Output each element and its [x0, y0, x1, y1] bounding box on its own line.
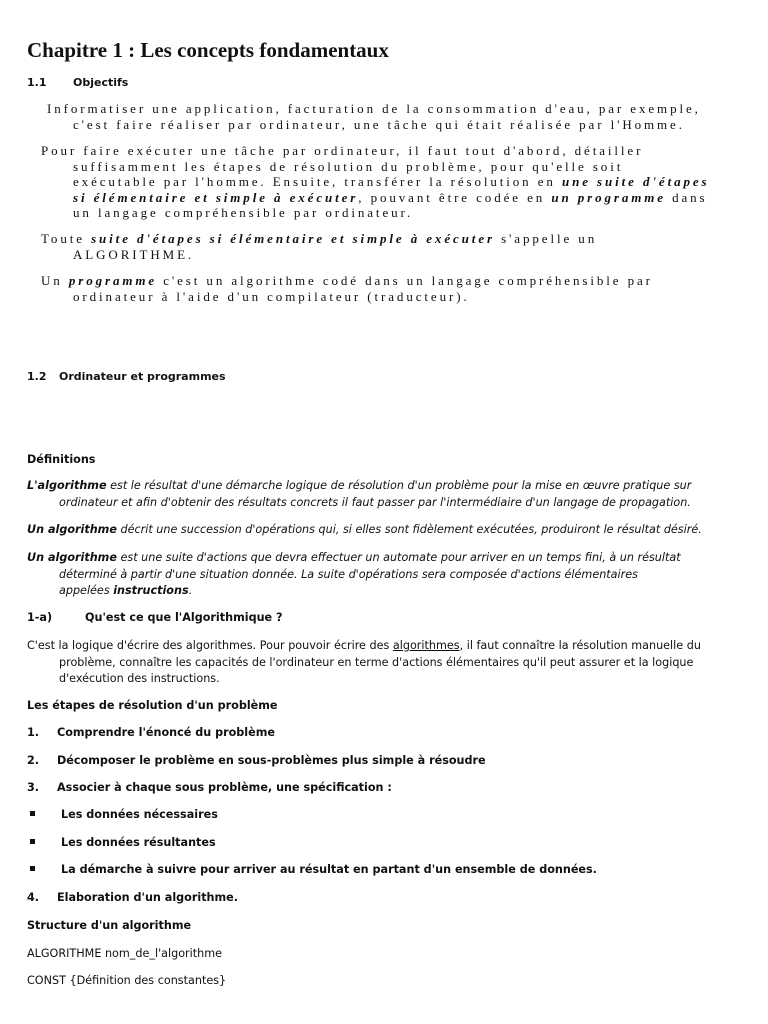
paragraph-line: ordinateur à l'aide d'un compilateur (traducteur).	[73, 288, 470, 304]
step-text: Comprendre l'énoncé du problème	[57, 726, 275, 739]
text-run: est une suite d'actions que devra effectuer un automate pour arriver en un temps fini, à un résultat	[116, 551, 681, 564]
step-number: 2.	[27, 754, 40, 767]
step-number: 4.	[27, 891, 40, 904]
chapter-title: Chapitre 1 : Les concepts fondamentaux	[27, 38, 389, 62]
step-number: 1.	[27, 726, 40, 739]
section-title: Objectifs	[73, 76, 129, 89]
emphasis-text: un programme	[551, 189, 666, 205]
step-text: Elaboration d'un algorithme.	[57, 891, 239, 904]
defined-term: L'algorithme	[27, 479, 107, 492]
structure-line: ALGORITHME nom_de_l'algorithme	[27, 947, 223, 960]
paragraph-line	[27, 583, 681, 600]
paragraph-line: ordinateur et afin d'obtenir des résultats concrets il faut passer par l'intermédiaire d'un langage de propagation.	[59, 495, 691, 509]
text-run: s'appelle un	[494, 231, 598, 246]
step-text: Décomposer le problème en sous-problèmes plus simple à résoudre	[57, 754, 486, 767]
paragraph-line: Pour faire exécuter une tâche par ordinateur, il faut tout d'abord, détailler	[41, 143, 644, 158]
definition-1	[27, 478, 691, 511]
section-number: 1.1	[27, 76, 47, 89]
structure-line: CONST {Définition des constantes}	[27, 974, 227, 987]
bullet-text: La démarche à suivre pour arriver au résultat en partant d'un ensemble de données.	[61, 863, 597, 876]
section-heading-ordinateur	[27, 370, 226, 383]
step-item	[27, 754, 486, 767]
paragraph-line	[41, 273, 653, 289]
paragraph-line	[41, 190, 710, 206]
bullet-text: Les données nécessaires	[61, 808, 218, 821]
text-run: est le résultat d'une démarche logique de résolution d'un problème pour la mise en œuvre pratique sur	[106, 479, 692, 492]
algorithmique-paragraph	[27, 638, 701, 688]
bullet-item	[30, 836, 216, 849]
emphasis-text: programme	[68, 273, 158, 288]
text-run: Toute	[41, 231, 92, 246]
text-run: appelées	[59, 584, 114, 597]
definition-3	[27, 550, 681, 600]
text-run: , pouvant être codée en	[358, 189, 552, 205]
definitions-heading: Définitions	[27, 453, 96, 466]
definition-2	[27, 522, 702, 539]
text-run: C'est la logique d'écrire des algorithmes. Pour pouvoir écrire des	[27, 639, 393, 652]
paragraph-line: problème, connaître les capacités de l'ordinateur en terme d'actions élémentaires qu'il peut assurer et la logique	[59, 655, 694, 669]
objectives-paragraph-4	[41, 273, 653, 304]
paragraph-line	[27, 522, 702, 539]
text-run: , il faut connaître la résolution manuelle du	[459, 639, 701, 652]
bullet-square-icon	[30, 811, 35, 816]
bullet-item	[30, 808, 218, 821]
step-item	[27, 891, 238, 904]
section-number: 1.2	[27, 370, 47, 383]
subsection-title: Qu'est ce que l'Algorithmique ?	[85, 611, 283, 624]
paragraph-line: ALGORITHME.	[73, 246, 195, 262]
paragraph-line: suffisamment les étapes de résolution du problème, pour qu'elle soit	[73, 158, 624, 174]
paragraph-line	[27, 638, 701, 655]
paragraph-line	[27, 478, 691, 495]
steps-heading: Les étapes de résolution d'un problème	[27, 699, 278, 712]
subsection-number: 1-a)	[27, 611, 53, 624]
section-title: Ordinateur et programmes	[59, 370, 226, 383]
underlined-term: algorithmes	[392, 639, 460, 652]
subsection-heading-algorithmique	[27, 610, 283, 627]
objectives-paragraph-2	[41, 143, 710, 221]
defined-term: instructions	[113, 584, 189, 597]
bullet-square-icon	[30, 866, 35, 871]
text-run: .	[188, 584, 193, 597]
objectives-paragraph-3	[41, 231, 597, 262]
text-run: décrit une succession d'opérations qui, si elles sont fidèlement exécutées, produiront le résultat désiré.	[116, 523, 702, 536]
text-run: exécutable par l'homme. Ensuite, transférer la résolution en	[73, 174, 562, 189]
defined-term: Un algorithme	[27, 551, 117, 564]
paragraph-line: Informatiser une application, facturation de la consommation d'eau, par exemple,	[47, 101, 701, 116]
emphasis-text: une suite d'étapes	[561, 174, 710, 189]
paragraph-line	[27, 550, 681, 567]
objectives-paragraph-1	[47, 101, 701, 132]
paragraph-line	[41, 231, 597, 247]
text-run: dans	[665, 189, 708, 205]
paragraph-line: déterminé à partir d'une situation donnée. La suite d'opérations sera composée d'actions élémentaires	[59, 567, 638, 581]
text-run: Un	[41, 273, 69, 288]
paragraph-line: c'est faire réaliser par ordinateur, une tâche qui était réalisée par l'Homme.	[73, 116, 685, 132]
step-text: Associer à chaque sous problème, une spécification :	[57, 781, 392, 794]
bullet-square-icon	[30, 839, 35, 844]
bullet-item	[30, 863, 597, 876]
emphasis-text: suite d'étapes si élémentaire et simple à exécuter	[91, 231, 495, 246]
text-run: c'est un algorithme codé dans un langage compréhensible par	[157, 273, 653, 288]
step-number: 3.	[27, 781, 40, 794]
bullet-text: Les données résultantes	[61, 836, 216, 849]
step-item	[27, 781, 392, 794]
emphasis-text: si élémentaire et simple à exécuter	[73, 189, 359, 205]
structure-heading: Structure d'un algorithme	[27, 919, 192, 932]
defined-term: Un algorithme	[27, 523, 117, 536]
paragraph-line: d'exécution des instructions.	[59, 672, 220, 685]
section-heading-objectifs	[27, 76, 128, 89]
step-item	[27, 726, 275, 739]
paragraph-line: un langage compréhensible par ordinateur.	[73, 205, 414, 220]
paragraph-line	[41, 174, 710, 190]
